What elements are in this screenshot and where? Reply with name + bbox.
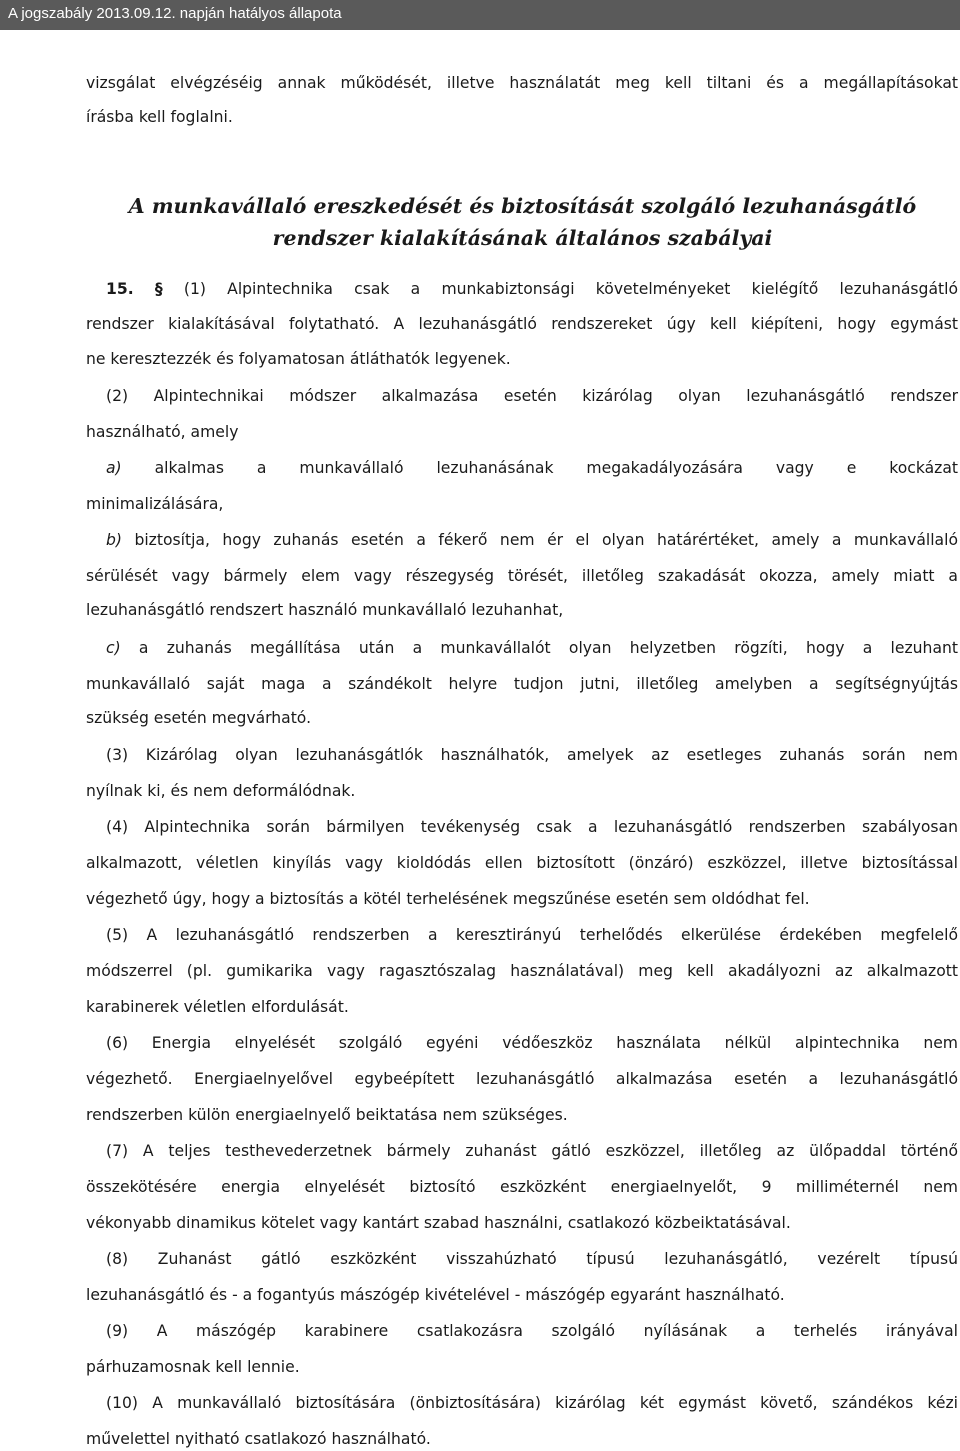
- point-a-text: alkalmas a munkavállaló lezuhanásának megakadályozására vagy e kockázat: [121, 459, 958, 477]
- paragraph-4-line: végezhető úgy, hogy a biztosítás a kötél terhelésének megszűnése esetén sem oldódhat fel.: [86, 890, 810, 908]
- paragraph-1-line: rendszer kialakításával folytatható. A lezuhanásgátló rendszereket úgy kell kiépíteni, hogy egymást: [86, 315, 958, 333]
- point-c-line: [106, 638, 958, 658]
- paragraph-2-line: (2) Alpintechnikai módszer alkalmazása esetén kizárólag olyan lezuhanásgátló rendszer: [106, 387, 958, 405]
- paragraph-10-line: művelettel nyitható csatlakozó használható.: [86, 1430, 431, 1448]
- paragraph-3-line: nyílnak ki, és nem deformálódnak.: [86, 782, 356, 800]
- paragraph-2-line: használható, amely: [86, 423, 239, 441]
- paragraph-1-text: (1) Alpintechnika csak a munkabiztonsági követelményeket kielégítő lezuhanásgátló: [162, 280, 958, 298]
- paragraph-5-line: (5) A lezuhanásgátló rendszerben a keresztirányú terhelődés elkerülése érdekében megfelelő: [106, 926, 958, 944]
- point-c-marker: c): [106, 639, 121, 657]
- point-c-line: munkavállaló saját maga a szándékolt helyre tudjon jutni, illetőleg amelyben a segítségnyújtás: [86, 675, 958, 693]
- paragraph-5-line: módszerrel (pl. gumikarika vagy ragasztószalag használatával) meg kell akadályozni az alkalmazott: [86, 962, 958, 980]
- paragraph-8-line: lezuhanásgátló és - a fogantyús mászógép kivételével - mászógép egyaránt használható.: [86, 1286, 785, 1304]
- point-b-line: sérülését vagy bármely elem vagy részegység törését, illetőleg szakadását okozza, amely miatt a: [86, 567, 958, 585]
- section-title-line: rendszer kialakításának általános szabályai: [272, 226, 773, 250]
- paragraph-4-line: alkalmazott, véletlen kinyílás vagy kioldódás ellen biztosított (önzáró) eszközzel, illetve biztosítással: [86, 854, 958, 872]
- intro-line: vizsgálat elvégzéséig annak működését, illetve használatát meg kell tiltani és a megállapításokat: [86, 74, 958, 92]
- paragraph-8-line: (8) Zuhanást gátló eszközként visszahúzható típusú lezuhanásgátló, vezérelt típusú: [106, 1250, 958, 1268]
- point-c-text: a zuhanás megállítása után a munkavállalót olyan helyzetben rögzíti, hogy a lezuhant: [120, 639, 958, 657]
- section-number: 15.: [106, 280, 134, 298]
- paragraph-6-line: rendszerben külön energiaelnyelő beiktatása nem szükséges.: [86, 1106, 568, 1124]
- paragraph-10-line: (10) A munkavállaló biztosítására (önbiztosítására) kizárólag két egymást követő, szándékos kézi: [106, 1394, 958, 1412]
- paragraph-9-line: párhuzamosnak kell lennie.: [86, 1358, 300, 1376]
- point-a-line: minimalizálására,: [86, 495, 224, 513]
- paragraph-1-line: ne keresztezzék és folyamatosan átláthatók legyenek.: [86, 350, 511, 368]
- point-b-line: lezuhanásgátló rendszert használó munkavállaló lezuhanhat,: [86, 601, 564, 619]
- paragraph-3-line: (3) Kizárólag olyan lezuhanásgátlók használhatók, amelyek az esetleges zuhanás során nem: [106, 746, 958, 764]
- section-title-line: A munkavállaló ereszkedését és biztosítását szolgáló lezuhanásgátló: [128, 194, 917, 218]
- paragraph-7-line: vékonyabb dinamikus kötelet vagy kantárt szabad használni, csatlakozó közbeiktatásával.: [86, 1214, 791, 1232]
- page-header-bar: [0, 0, 960, 30]
- point-b-marker: b): [106, 531, 122, 549]
- paragraph-9-line: (9) A mászógép karabinere csatlakozásra szolgáló nyílásának a terhelés irányával: [106, 1322, 958, 1340]
- paragraph-6-line: (6) Energia elnyelését szolgáló egyéni védőeszköz használata nélkül alpintechnika nem: [106, 1034, 958, 1052]
- paragraph-5-line: karabinerek véletlen elfordulását.: [86, 998, 349, 1016]
- intro-line: írásba kell foglalni.: [86, 108, 233, 126]
- section-sign: §: [154, 280, 163, 298]
- point-a-marker: a): [106, 459, 122, 477]
- paragraph-7-line: összekötésére energia elnyelését biztosító eszközként energiaelnyelőt, 9 milliméternél nem: [86, 1178, 958, 1196]
- page-header-text: A jogszabály 2013.09.12. napján hatályos állapota: [8, 5, 342, 22]
- point-c-line: szükség esetén megvárható.: [86, 709, 312, 727]
- point-b-text: biztosítja, hogy zuhanás esetén a fékerő nem ér el olyan határértéket, amely a munkavállaló: [121, 531, 958, 549]
- paragraph-4-line: (4) Alpintechnika során bármilyen tevékenység csak a lezuhanásgátló rendszerben szabályosan: [106, 818, 958, 836]
- paragraph-1-line: [106, 279, 958, 299]
- paragraph-7-line: (7) A teljes testhevederzetnek bármely zuhanást gátló eszközzel, illetőleg az ülőpaddal történő: [106, 1142, 958, 1160]
- point-b-line: [106, 530, 958, 550]
- point-a-line: [106, 458, 958, 478]
- paragraph-6-line: végezhető. Energiaelnyelővel egybeépített lezuhanásgátló alkalmazása esetén a lezuhanásgátló: [86, 1070, 958, 1088]
